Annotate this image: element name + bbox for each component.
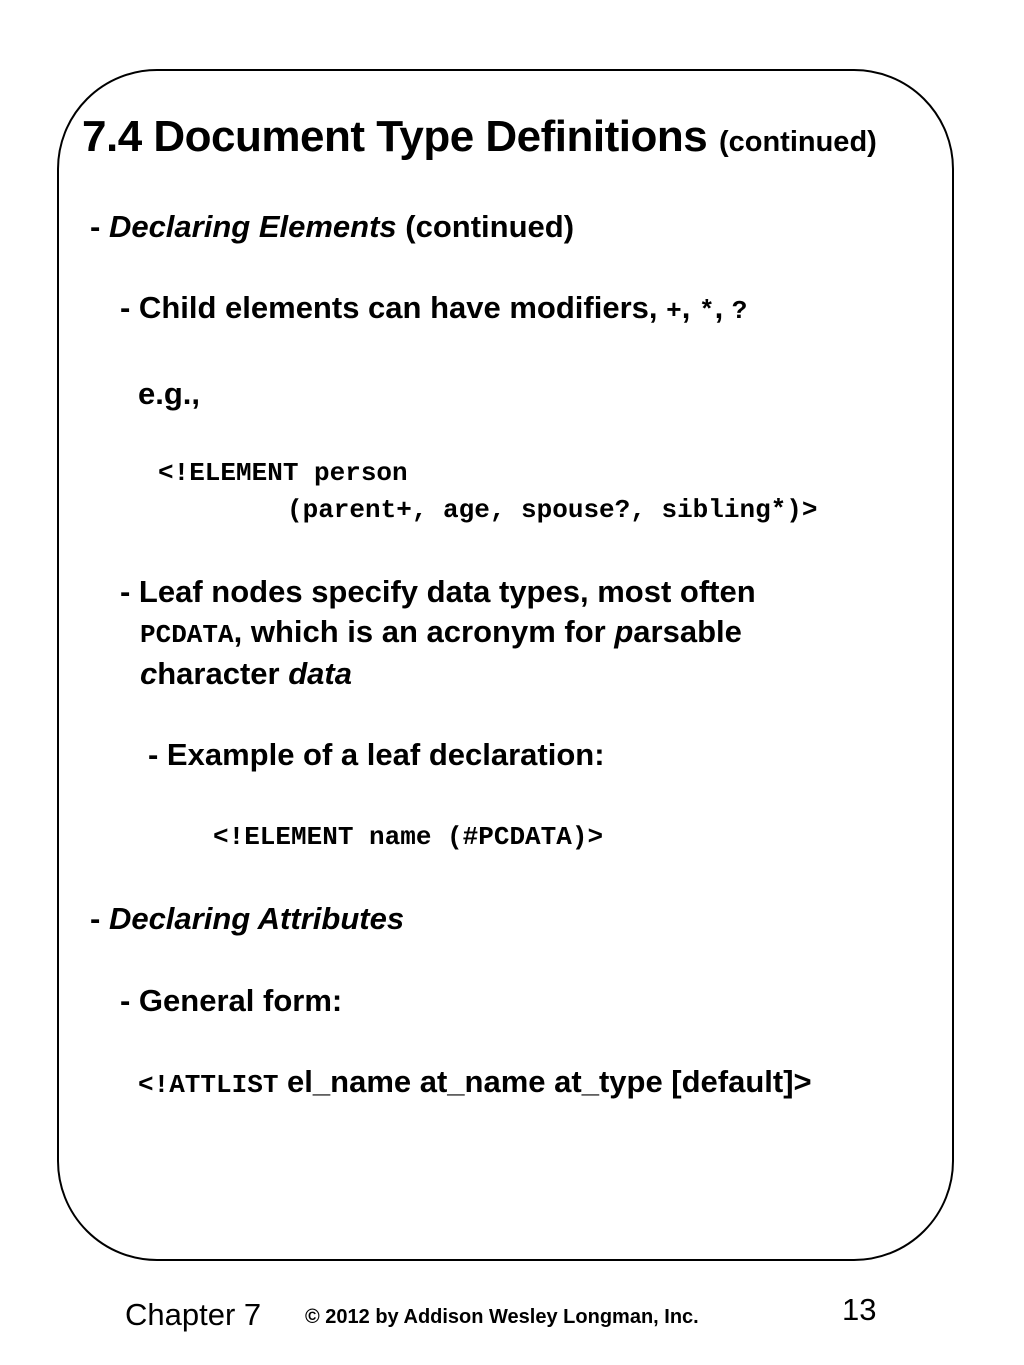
acronym-data: data: [288, 656, 352, 691]
general-form-heading: - General form:: [120, 983, 343, 1018]
code-element-name: <!ELEMENT name (#PCDATA)>: [213, 822, 604, 852]
section-heading: Declaring Attributes: [108, 901, 405, 936]
modifier-question: ?: [731, 296, 748, 326]
leaf-text: , which is an acronym for: [233, 614, 615, 649]
bullet: -: [90, 209, 109, 244]
leaf-nodes-line1: - Leaf nodes specify data types, most often: [120, 574, 756, 609]
leaf-nodes-line3: [140, 656, 352, 692]
child-modifiers-text: - Child elements can have modifiers,: [120, 290, 667, 325]
separator: ,: [681, 290, 699, 325]
leaf-nodes-line2: [140, 614, 742, 650]
footer-page-number: 13: [842, 1292, 877, 1327]
section-heading: Declaring Elements: [108, 209, 397, 244]
acronym-p: p: [614, 614, 634, 649]
bullet: -: [90, 901, 109, 936]
leaf-text: arsable: [633, 614, 742, 649]
section-declaring-attributes: [90, 901, 404, 937]
child-modifiers-line: [120, 290, 747, 326]
eg-label: e.g.,: [138, 376, 201, 411]
leaf-text: haracter: [157, 656, 289, 691]
code-element-person-line2: (parent+, age, spouse?, sibling*)>: [287, 495, 818, 525]
title-main: 7.4 Document Type Definitions: [82, 112, 708, 161]
footer-chapter: Chapter 7: [125, 1297, 262, 1332]
modifier-plus: +: [666, 296, 682, 326]
footer-copyright: © 2012 by Addison Wesley Longman, Inc.: [305, 1306, 699, 1328]
section-declaring-elements: [90, 209, 574, 245]
leaf-example-heading: - Example of a leaf declaration:: [148, 737, 605, 772]
slide-title: [82, 112, 877, 162]
pcdata-keyword: PCDATA: [140, 620, 234, 650]
attlist-params: el_name at_name at_type [default]>: [278, 1064, 812, 1099]
acronym-c: c: [140, 656, 158, 691]
attlist-form: [138, 1064, 812, 1100]
modifier-star: *: [698, 296, 715, 326]
attlist-keyword: <!ATTLIST: [138, 1070, 279, 1100]
code-element-person-line1: <!ELEMENT person: [158, 458, 408, 488]
title-suffix: (continued): [718, 126, 877, 158]
section-suffix: (continued): [396, 209, 575, 244]
separator: ,: [714, 290, 732, 325]
